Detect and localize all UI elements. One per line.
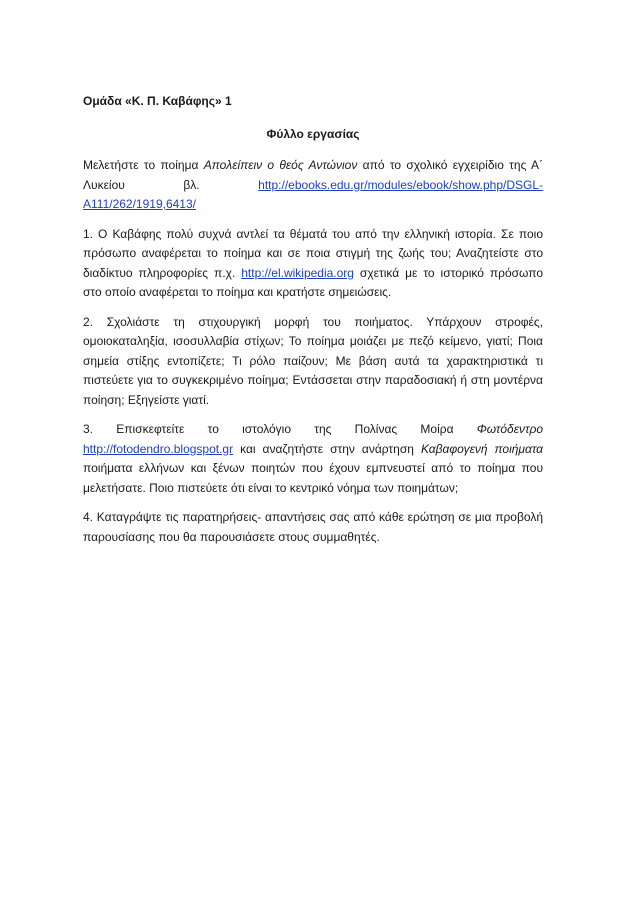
- blog-link[interactable]: http://fotodendro.blogspot.gr: [83, 441, 234, 456]
- question-1-text-1: 1. Ο Καβάφης πολύ συχνά αντλεί τα θέματά του από την ελληνική ιστορία. Σε ποιο πρόσωπο αναφέρεται το ποίημα και σε ποια στιγμή της ζωής του; Αναζητείστε στο διαδίκτυο πληροφορίες π.χ.: [83, 226, 543, 280]
- question-3-text-2: και αναζητήστε στην ανάρτηση: [233, 441, 421, 456]
- ebook-link[interactable]: http://ebooks.edu.gr/modules/ebook/show.php/DSGL-A111/262/1919,6413/: [83, 177, 543, 211]
- question-3-text-3: ποιήματα ελλήνων και ξένων ποιητών που έχουν εμπνευστεί από το ποίημα που μελετήσατε. Ποιο πιστεύετε ότι είναι το κεντρικό νόημα των ποιημάτων;: [83, 461, 543, 495]
- question-1-text-2: σχετικά με το ιστορικό πρόσωπο στο οποίο αναφέρεται το ποίημα και κρατήστε σημειώσεις.: [83, 265, 544, 299]
- intro-paragraph: [83, 156, 543, 215]
- intro-text-1: Μελετήστε το ποίημα: [83, 158, 204, 172]
- wikipedia-link[interactable]: http://el.wikipedia.org: [241, 265, 354, 280]
- blog-name: Φωτόδεντρο: [476, 422, 543, 436]
- group-title: Ομάδα «Κ. Π. Καβάφης» 1: [83, 94, 232, 108]
- document-body: [83, 92, 543, 557]
- question-3: [83, 420, 543, 498]
- question-4: 4. Καταγράψτε τις παρατηρήσεις- απαντήσεις σας από κάθε ερώτηση σε μια προβολή παρουσίασης που θα παρουσιάσετε στους συμμαθητές.: [83, 510, 543, 544]
- worksheet-title: Φύλλο εργασίας: [266, 127, 360, 141]
- intro-text-2: από το σχολικό εγχειρίδιο της Α΄ Λυκείου βλ.: [83, 158, 544, 192]
- question-2: 2. Σχολιάστε τη στιχουργική μορφή του ποιήματος. Υπάρχουν στροφές, ομοιοκαταληξία, ισοσυλλαβία στίχων; Το ποίημα μοιάζει με πεζό κείμενο, γιατί; Ποια σημεία στίξης εντοπίζετε; Τι ρόλο παίζουν; Με βάση αυτά τα χαρακτηριστικά τι πιστεύετε για το συγκεκριμένο ποίημα; Εντάσσεται στην παραδοσιακή ή στη μοντέρνα ποίηση; Εξηγείστε γιατί.: [83, 314, 543, 407]
- question-1: [83, 225, 543, 303]
- question-3-text-1: 3. Επισκεφτείτε το ιστολόγιο της Πολίνας Μοίρα: [83, 422, 477, 436]
- post-name: Καβαφογενή ποιήματα: [420, 441, 544, 456]
- poem-title: Απολείπειν ο θεός Αντώνιον: [203, 158, 358, 172]
